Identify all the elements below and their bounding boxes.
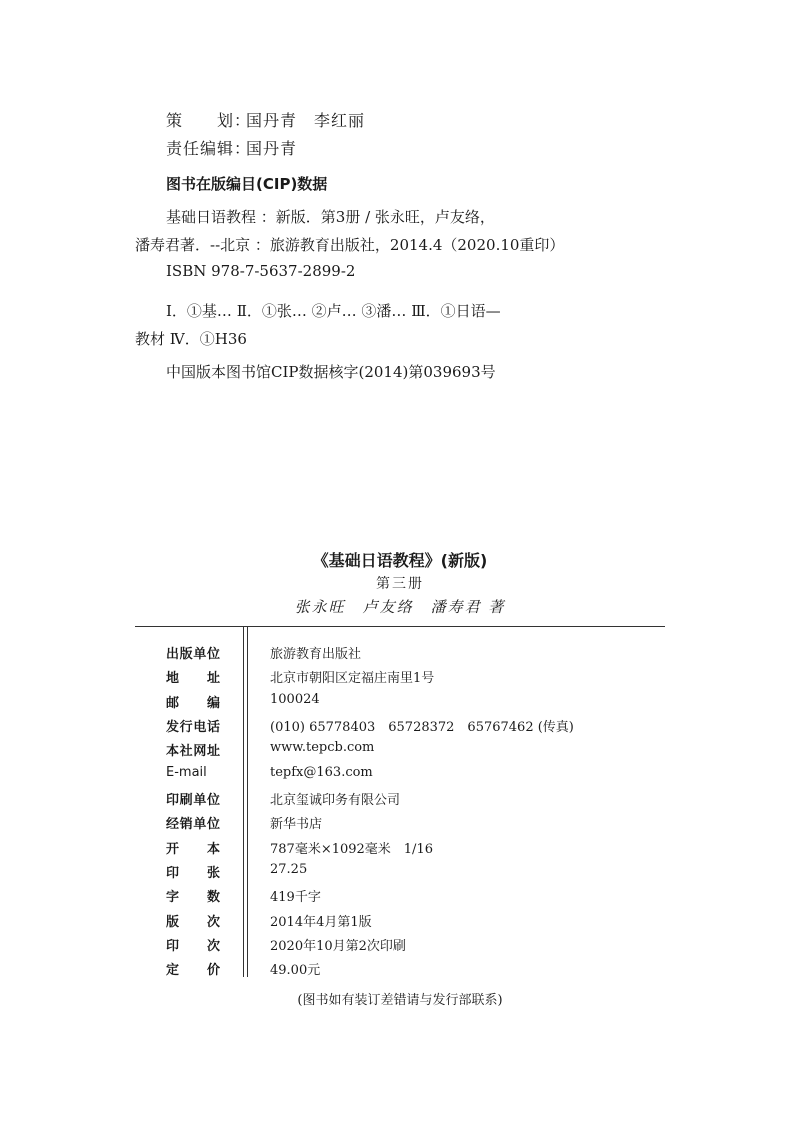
colophon-divider-left bbox=[243, 627, 244, 977]
row-value: 北京市朝阳区定福庄南里1号 bbox=[270, 671, 435, 686]
row-value: 2020年10月第2次印刷 bbox=[270, 939, 406, 954]
credit-value: 国丹青 bbox=[246, 139, 298, 158]
row-key: 定 价 bbox=[166, 963, 220, 978]
row-key: 版 次 bbox=[166, 915, 220, 930]
row-value: 新华书店 bbox=[270, 817, 323, 832]
row-value: 787毫米×1092毫米 1/16 bbox=[270, 842, 433, 857]
row-key: 开 本 bbox=[166, 842, 220, 857]
credit-label: 策 划： bbox=[166, 111, 252, 130]
row-value: 27.25 bbox=[270, 862, 308, 877]
row-value: 北京玺诚印务有限公司 bbox=[270, 793, 401, 808]
row-key: 经销单位 bbox=[166, 817, 220, 832]
colophon-top-rule bbox=[135, 626, 665, 627]
cip-line-1: 基础日语教程 ：新版．第3册 / 张永旺，卢友络， bbox=[166, 208, 495, 226]
row-key: 印 次 bbox=[166, 939, 220, 954]
book-volume: 第三册 bbox=[376, 576, 424, 592]
cip-heading: 图书在版编目(CIP)数据 bbox=[166, 175, 328, 193]
credit-value: 国丹青 李红丽 bbox=[246, 111, 366, 130]
row-key: 出版单位 bbox=[166, 647, 220, 662]
row-value: (010) 65778403 65728372 65767462 (传真) bbox=[270, 720, 574, 735]
book-title: 《基础日语教程》(新版) bbox=[312, 551, 488, 570]
row-key: 本社网址 bbox=[166, 744, 220, 759]
row-key: 地 址 bbox=[166, 671, 220, 686]
row-value: 419千字 bbox=[270, 890, 321, 905]
row-key: 印刷单位 bbox=[166, 793, 220, 808]
row-value: 49.00元 bbox=[270, 963, 321, 978]
row-value: tepfx@163.com bbox=[270, 765, 373, 780]
row-value: 100024 bbox=[270, 692, 320, 707]
credit-planner bbox=[166, 108, 365, 131]
row-key: 邮 编 bbox=[166, 696, 220, 711]
cip-line-2: 潘寿君著．--北京 ：旅游教育出版社，2014.4（2020.10重印） bbox=[135, 236, 565, 254]
errata-note: (图书如有装订差错请与发行部联系) bbox=[297, 993, 503, 1008]
book-authors: 张永旺 卢友络 潘寿君 著 bbox=[294, 598, 506, 616]
cip-isbn: ISBN 978-7-5637-2899-2 bbox=[166, 262, 356, 280]
credit-editor bbox=[166, 136, 297, 159]
row-value: www.tepcb.com bbox=[270, 740, 375, 755]
row-key: 印 张 bbox=[166, 866, 220, 881]
row-key: 字 数 bbox=[166, 890, 220, 905]
cip-subject-1: Ⅰ．①基… Ⅱ．①张… ②卢… ③潘… Ⅲ．①日语— bbox=[166, 302, 501, 320]
row-value: 2014年4月第1版 bbox=[270, 915, 372, 930]
colophon-divider-right bbox=[247, 627, 248, 977]
row-key: 发行电话 bbox=[166, 720, 220, 735]
cip-record-number: 中国版本图书馆CIP数据核字(2014)第039693号 bbox=[166, 363, 496, 381]
row-key: E-mail bbox=[166, 765, 207, 780]
cip-subject-2: 教材 Ⅳ．①H36 bbox=[135, 330, 247, 348]
credit-label: 责任编辑： bbox=[166, 139, 252, 158]
row-value: 旅游教育出版社 bbox=[270, 647, 362, 662]
